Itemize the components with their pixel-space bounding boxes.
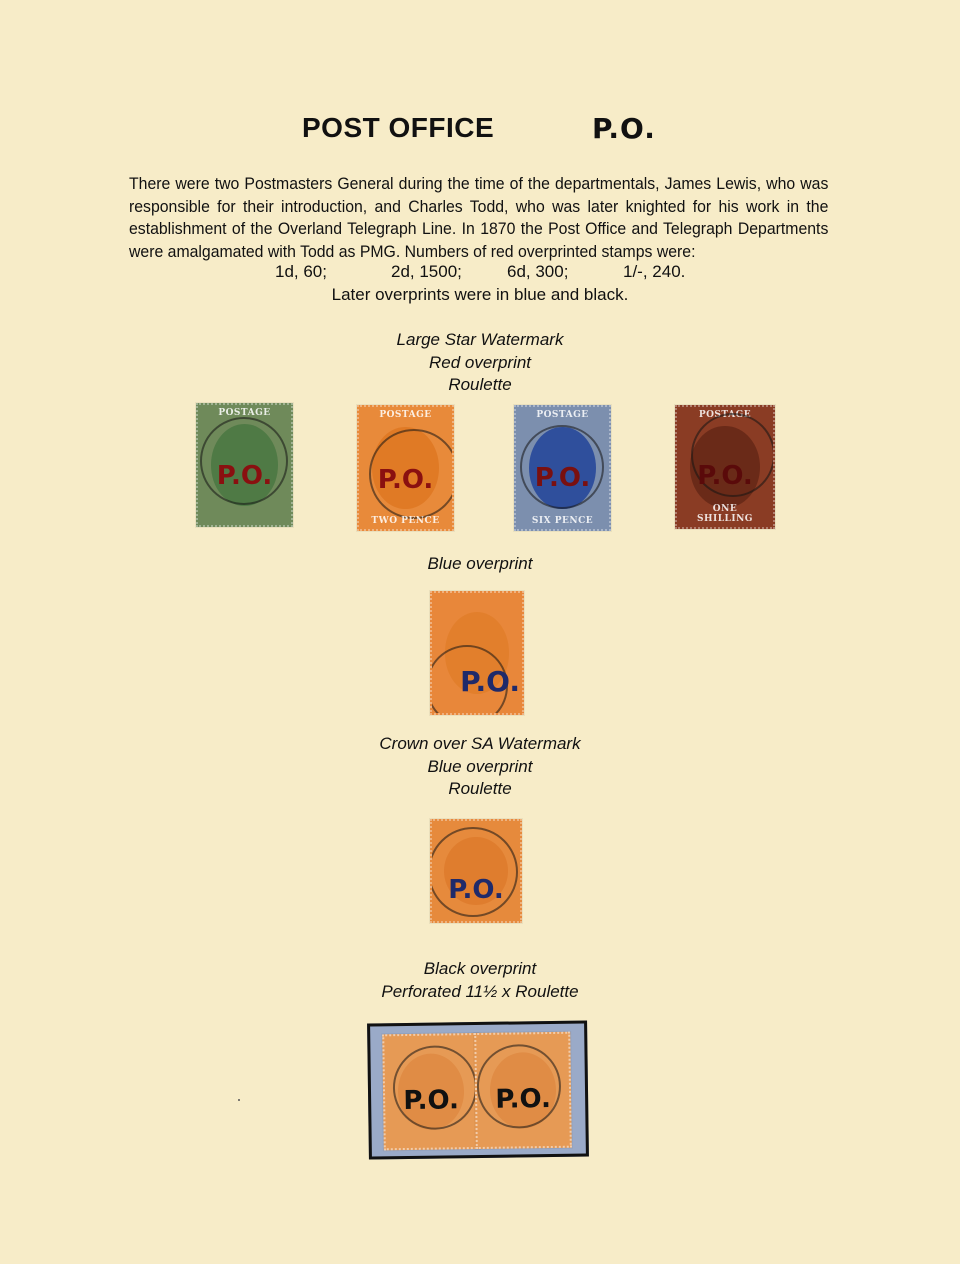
caption-line: Roulette <box>448 779 512 798</box>
stamp-1d-green <box>196 403 293 527</box>
stamp-label-top: POSTAGE <box>698 410 752 420</box>
stamp-overprint: P.O. <box>403 1085 460 1117</box>
title-main: POST OFFICE <box>302 112 495 143</box>
caption-line: Black overprint <box>423 959 537 978</box>
page-title <box>0 112 960 152</box>
stamp-overprint: P.O. <box>534 463 591 493</box>
stamp-label-bottom: ONE SHILLING <box>696 504 753 524</box>
stamp-pair-left <box>382 1033 480 1150</box>
count-6d: 6d, 300; <box>507 262 569 281</box>
stamp-pair-right <box>474 1032 572 1149</box>
stamp-label-bottom: SIX PENCE <box>531 516 594 526</box>
caption-large-star <box>0 329 960 397</box>
paper-speck <box>238 1099 240 1101</box>
count-2d: 2d, 1500; <box>391 262 462 281</box>
stamp-crown-sa <box>430 819 522 923</box>
stamp-overprint: P.O. <box>448 875 504 905</box>
stamp-label-bottom: TWO PENCE <box>371 516 440 526</box>
intro-paragraph: There were two Postmasters General during the time of the departmentals, James Lewis, who was responsible for their introduction, and Charles Todd, who was later knighted for his work in the establishment of the Overland Telegraph Line. In 1870 the Post Office and Telegraph Departments were amalgamated with Todd as PMG. Numbers of red overprinted stamps were: <box>129 174 829 261</box>
stamp-overprint: P.O. <box>460 665 520 698</box>
stamp-label-top: POSTAGE <box>379 410 432 420</box>
count-1s: 1/-, 240. <box>623 262 686 281</box>
stamp-overprint: P.O. <box>697 461 753 491</box>
stamp-label-top: POSTAGE <box>536 410 589 420</box>
caption-line: Large Star Watermark <box>396 330 564 349</box>
stamp-overprint: P.O. <box>216 461 273 491</box>
later-overprints-note: Later overprints were in blue and black. <box>331 285 629 304</box>
caption-line: Blue overprint <box>427 554 533 573</box>
caption-crown-over-sa <box>0 733 960 801</box>
caption-line: Blue overprint <box>427 756 533 776</box>
stamp-blue-overprint <box>430 591 524 715</box>
caption-line: Red overprint <box>428 352 532 372</box>
caption-line: Perforated 11½ x Roulette <box>381 981 579 1001</box>
caption-black-overprint <box>0 958 960 1003</box>
stamp-6d-blue <box>514 405 611 531</box>
stamp-1s-brown <box>675 405 775 529</box>
caption-line: Roulette <box>448 375 512 394</box>
caption-blue-overprint <box>0 553 960 576</box>
stamp-pair-on-piece <box>367 1020 589 1159</box>
count-1d: 1d, 60; <box>275 262 327 281</box>
caption-line: Crown over SA Watermark <box>379 734 581 753</box>
overprint-counts <box>0 262 960 284</box>
stamp-overprint: P.O. <box>377 465 434 495</box>
title-abbreviation: P.O. <box>592 112 656 145</box>
stamp-overprint: P.O. <box>495 1083 552 1115</box>
stamp-label-top: POSTAGE <box>218 408 271 418</box>
stamp-2d-orange <box>357 405 454 531</box>
